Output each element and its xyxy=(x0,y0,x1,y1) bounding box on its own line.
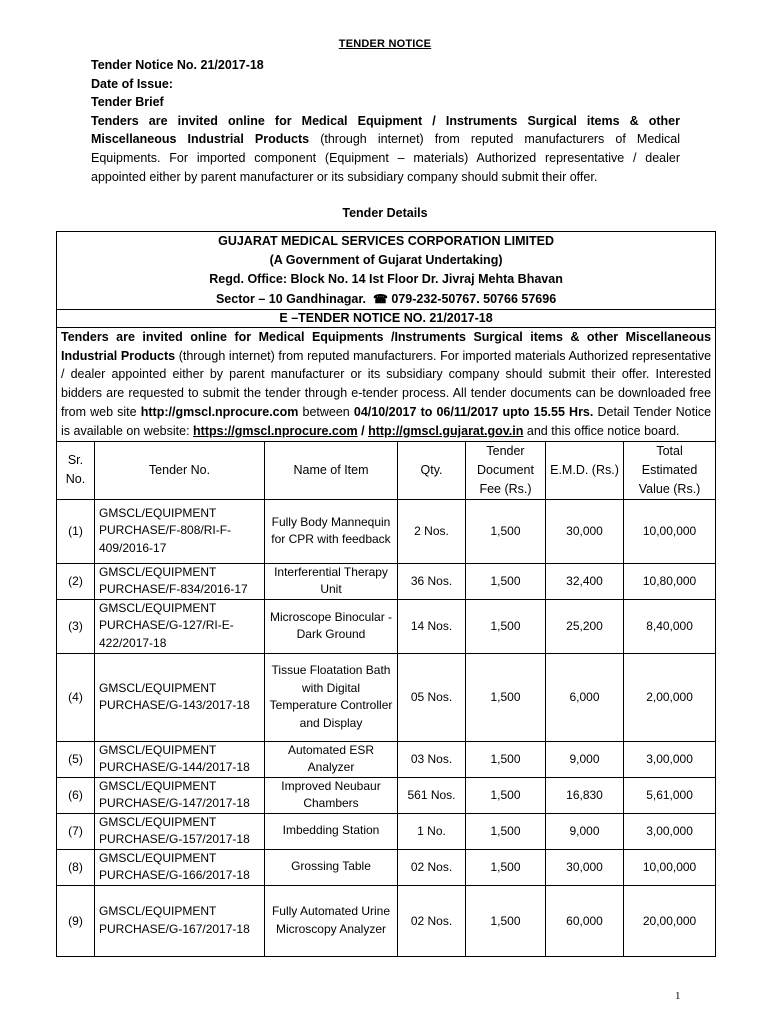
cell-emd: 9,000 xyxy=(546,813,624,849)
cell-emd: 30,000 xyxy=(546,499,624,563)
cell-value: 5,61,000 xyxy=(624,777,716,813)
cell-fee: 1,500 xyxy=(466,499,546,563)
col-sr: Sr. No. xyxy=(57,441,95,499)
e-notice-row xyxy=(57,309,716,327)
cell-tender-no: GMSCL/EQUIPMENT PURCHASE/F-834/2016-17 xyxy=(95,563,265,599)
cell-tender-no: GMSCL/EQUIPMENT PURCHASE/G-144/2017-18 xyxy=(95,741,265,777)
col-item: Name of Item xyxy=(265,441,398,499)
cell-emd: 60,000 xyxy=(546,885,624,956)
dates-text: 04/10/2017 to 06/11/2017 upto 15.55 Hrs. xyxy=(353,405,594,419)
cell-sr: (2) xyxy=(57,563,95,599)
org-header-row xyxy=(57,232,716,310)
cell-tender-no: GMSCL/EQUIPMENT PURCHASE/G-157/2017-18 xyxy=(95,813,265,849)
table-row xyxy=(57,849,716,885)
table-row xyxy=(57,653,716,741)
cell-qty: 2 Nos. xyxy=(398,499,466,563)
cell-value: 10,00,000 xyxy=(624,499,716,563)
cell-fee: 1,500 xyxy=(466,653,546,741)
cell-sr: (5) xyxy=(57,741,95,777)
cell-qty: 02 Nos. xyxy=(398,849,466,885)
cell-item: Imbedding Station xyxy=(265,813,398,849)
cell-tender-no: GMSCL/EQUIPMENT PURCHASE/G-166/2017-18 xyxy=(95,849,265,885)
cell-item: Interferential Therapy Unit xyxy=(265,563,398,599)
cell-tender-no: GMSCL/EQUIPMENT PURCHASE/G-147/2017-18 xyxy=(95,777,265,813)
cell-emd: 25,200 xyxy=(546,599,624,653)
org-sector-line xyxy=(61,290,711,309)
cell-qty: 02 Nos. xyxy=(398,885,466,956)
cell-item: Improved Neubaur Chambers xyxy=(265,777,398,813)
cell-sr: (9) xyxy=(57,885,95,956)
slash-text: / xyxy=(357,423,369,438)
col-qty: Qty. xyxy=(398,441,466,499)
cell-fee: 1,500 xyxy=(466,599,546,653)
col-fee: Tender Document Fee (Rs.) xyxy=(466,441,546,499)
cell-emd: 9,000 xyxy=(546,741,624,777)
website-link-1[interactable]: https://gmscl.nprocure.com xyxy=(193,423,358,438)
cell-item: Tissue Floatation Bath with Digital Temperature Controller and Display xyxy=(265,653,398,741)
date-of-issue: Date of Issue: xyxy=(91,76,173,91)
site-link[interactable]: http://gmscl.nprocure.com xyxy=(140,405,299,419)
org-sector: Sector – 10 Gandhinagar. xyxy=(215,291,367,306)
cell-sr: (1) xyxy=(57,499,95,563)
org-office: Regd. Office: Block No. 14 Ist Floor Dr. Jivraj Mehta Bhavan xyxy=(209,272,563,287)
cell-tender-no: GMSCL/EQUIPMENT PURCHASE/F-808/RI-F-409/2016-17 xyxy=(95,499,265,563)
para-text: (through internet) from reputed manufacturers. For imported materials Authorized representative / dealer appointed either by parent manufacturer or its subsidiary company should submit their offer. Interested bidders are requested to submit the tender through e-tender process. All tender documents can be downloaded free from web site xyxy=(61,348,712,419)
cell-sr: (4) xyxy=(57,653,95,741)
cell-fee: 1,500 xyxy=(466,777,546,813)
cell-qty: 36 Nos. xyxy=(398,563,466,599)
cell-emd: 6,000 xyxy=(546,653,624,741)
tender-paragraph xyxy=(57,327,716,441)
detail-text: Detail Tender Notice is available on website: xyxy=(61,405,712,438)
intro-section xyxy=(91,56,680,186)
page-number: 1 xyxy=(675,990,681,1002)
table-row xyxy=(57,599,716,653)
cell-value: 10,80,000 xyxy=(624,563,716,599)
notice-number: Tender Notice No. 21/2017-18 xyxy=(91,58,264,72)
website-link-2[interactable]: http://gmscl.gujarat.gov.in xyxy=(368,423,524,438)
cell-value: 10,00,000 xyxy=(624,849,716,885)
org-name: GUJARAT MEDICAL SERVICES CORPORATION LIMITED xyxy=(218,234,554,248)
page-title: TENDER NOTICE xyxy=(338,38,432,50)
cell-tender-no: GMSCL/EQUIPMENT PURCHASE/G-143/2017-18 xyxy=(95,653,265,741)
brief-bold: Tenders are invited online for Medical Equipment / Instruments Surgical items & other Miscellaneous Industrial Products xyxy=(91,113,680,147)
cell-value: 20,00,000 xyxy=(624,885,716,956)
cell-tender-no: GMSCL/EQUIPMENT PURCHASE/G-167/2017-18 xyxy=(95,885,265,956)
cell-item: Fully Body Mannequin for CPR with feedback xyxy=(265,499,398,563)
brief-heading: Tender Brief xyxy=(91,95,164,110)
table-row xyxy=(57,813,716,849)
cell-qty: 05 Nos. xyxy=(398,653,466,741)
org-header xyxy=(57,232,716,310)
between-text: between xyxy=(298,405,354,419)
cell-item: Grossing Table xyxy=(265,849,398,885)
table-row xyxy=(57,885,716,956)
cell-qty: 561 Nos. xyxy=(398,777,466,813)
brief-text xyxy=(91,112,680,186)
cell-qty: 14 Nos. xyxy=(398,599,466,653)
paragraph-row xyxy=(57,327,716,441)
table-row xyxy=(57,499,716,563)
cell-fee: 1,500 xyxy=(466,813,546,849)
e-notice-number: E –TENDER NOTICE NO. 21/2017-18 xyxy=(57,309,716,327)
para-bold: Tenders are invited online for Medical Equipments /Instruments Surgical items & other Miscellaneous Industrial Products xyxy=(61,329,712,363)
cell-qty: 03 Nos. xyxy=(398,741,466,777)
cell-fee: 1,500 xyxy=(466,741,546,777)
cell-fee: 1,500 xyxy=(466,563,546,599)
cell-value: 3,00,000 xyxy=(624,741,716,777)
cell-sr: (6) xyxy=(57,777,95,813)
cell-emd: 32,400 xyxy=(546,563,624,599)
cell-sr: (3) xyxy=(57,599,95,653)
col-value: Total Estimated Value (Rs.) xyxy=(624,441,716,499)
cell-value: 3,00,000 xyxy=(624,813,716,849)
cell-emd: 16,830 xyxy=(546,777,624,813)
tender-table xyxy=(56,231,716,957)
table-row xyxy=(57,741,716,777)
cell-sr: (8) xyxy=(57,849,95,885)
table-row xyxy=(57,777,716,813)
col-tender-no: Tender No. xyxy=(95,441,265,499)
tail-text: and this office notice board. xyxy=(523,423,680,438)
cell-item: Automated ESR Analyzer xyxy=(265,741,398,777)
org-phone: 079-232-50767. 50766 57696 xyxy=(391,291,557,306)
org-subtitle: (A Government of Gujarat Undertaking) xyxy=(269,253,503,268)
details-heading: Tender Details xyxy=(342,206,428,220)
cell-fee: 1,500 xyxy=(466,885,546,956)
cell-qty: 1 No. xyxy=(398,813,466,849)
brief-rest: (through internet) from reputed manufacturers of Medical Equipments. For imported component (Equipment – materials) Authorized representative / dealer appointed either by parent manufacturer or its subsidiary company should submit their offer. xyxy=(91,132,681,184)
cell-emd: 30,000 xyxy=(546,849,624,885)
table-row xyxy=(57,563,716,599)
cell-tender-no: GMSCL/EQUIPMENT PURCHASE/G-127/RI-E-422/2017-18 xyxy=(95,599,265,653)
cell-fee: 1,500 xyxy=(466,849,546,885)
cell-sr: (7) xyxy=(57,813,95,849)
column-header-row xyxy=(57,441,716,499)
phone-icon: ☎ xyxy=(372,291,388,306)
cell-item: Fully Automated Urine Microscopy Analyzer xyxy=(265,885,398,956)
col-emd: E.M.D. (Rs.) xyxy=(546,441,624,499)
cell-item: Microscope Binocular -Dark Ground xyxy=(265,599,398,653)
cell-value: 8,40,000 xyxy=(624,599,716,653)
cell-value: 2,00,000 xyxy=(624,653,716,741)
